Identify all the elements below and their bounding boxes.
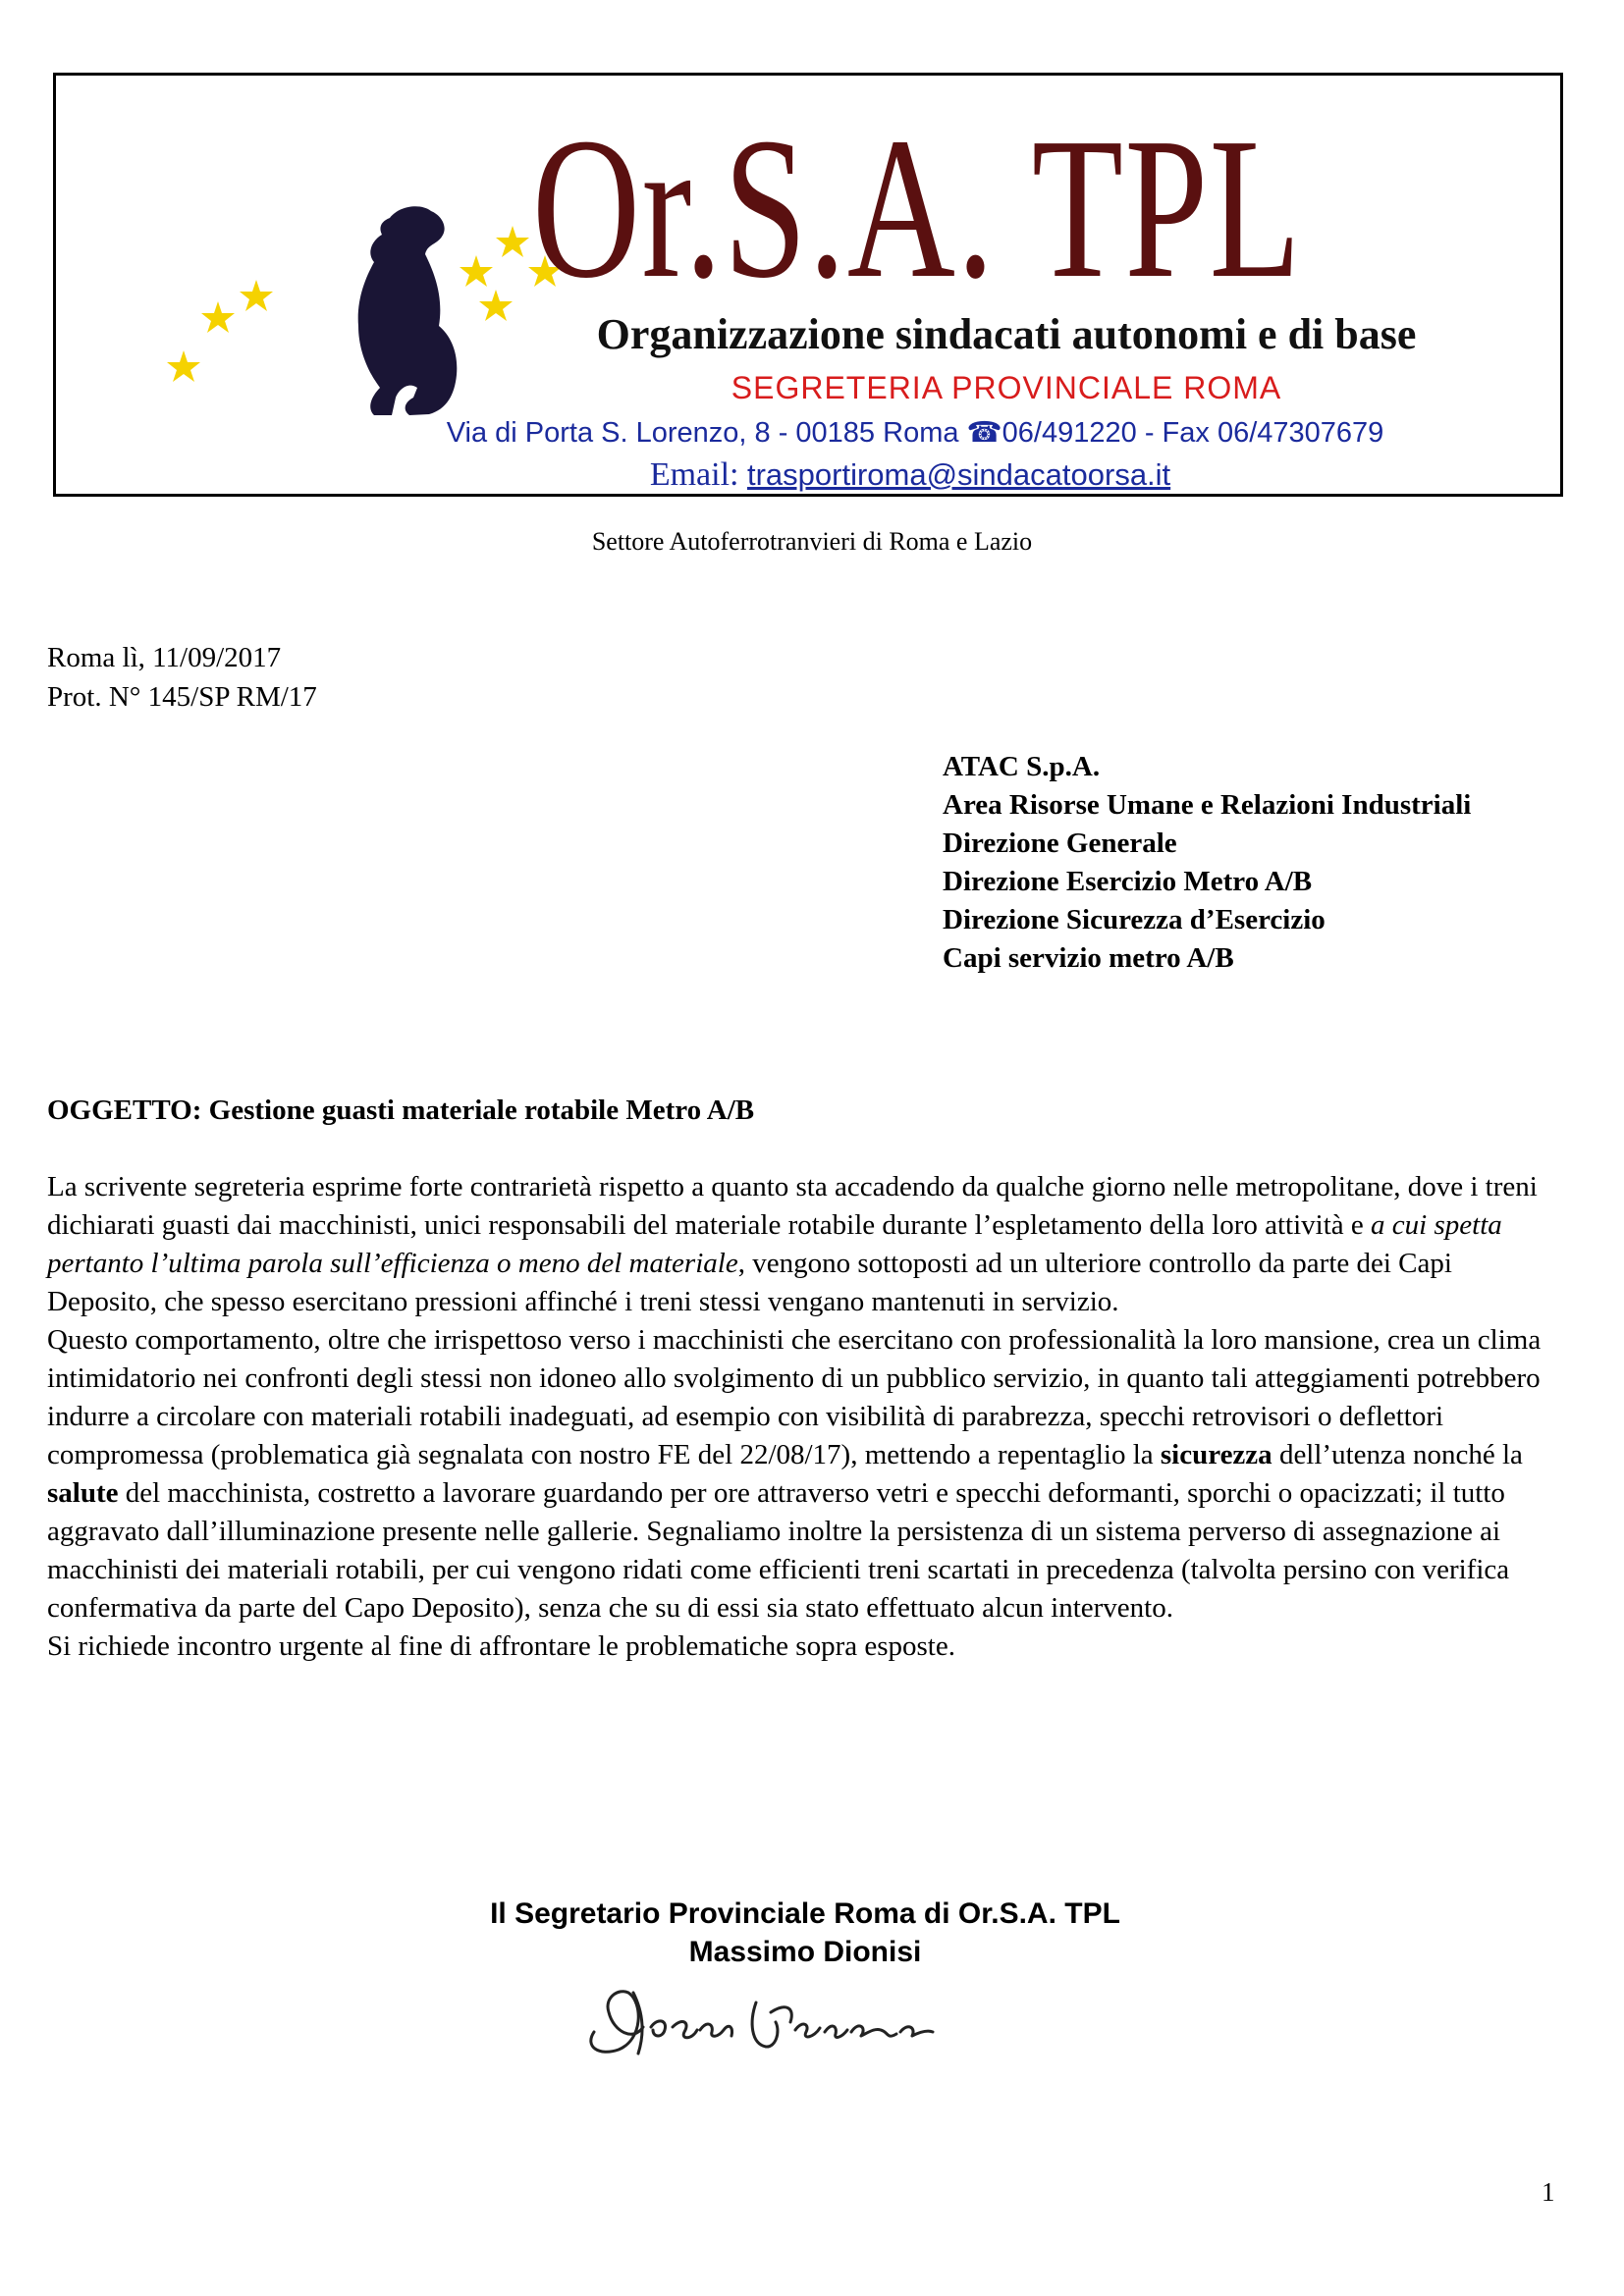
subject-line: OGGETTO: Gestione guasti materiale rotabile Metro A/B — [47, 1095, 755, 1126]
recipient-line: Direzione Generale — [943, 828, 1177, 859]
bear-logo-icon — [164, 125, 586, 419]
recipient-line: Direzione Sicurezza d’Esercizio — [943, 904, 1326, 935]
email-label: Email: — [649, 456, 739, 493]
page-number: 1 — [1542, 2177, 1555, 2207]
date-block — [47, 638, 317, 717]
letterhead — [53, 73, 1563, 497]
body-bold: sicurezza — [1160, 1439, 1272, 1470]
brand-text: Or.S.A. TPL — [532, 95, 1303, 320]
address-text: Via di Porta S. Lorenzo, 8 - 00185 Roma — [446, 417, 959, 449]
fax-label: Fax — [1162, 417, 1210, 449]
body-text: dell’utenza nonché la — [1272, 1439, 1523, 1470]
recipient-line: Area Risorse Umane e Relazioni Industriali — [943, 789, 1472, 821]
segreteria-label: SEGRETERIA PROVINCIALE ROMA — [731, 370, 1282, 405]
letter-body — [47, 1168, 1549, 1666]
body-text: La scrivente segreteria esprime forte contrarietà rispetto a quanto sta accadendo da qualche giorno nelle metropolitane, dove i treni dichiarati guasti dai macchinisti, unici responsabili del materiale rotabile durante l’espletamento della loro attività e — [47, 1171, 1538, 1241]
recipients-block — [943, 748, 1471, 978]
date-line: Roma lì, 11/09/2017 — [47, 642, 282, 673]
body-paragraph-3: Si richiede incontro urgente al fine di affrontare le problematiche sopra esposte. — [47, 1630, 955, 1662]
bear-silhouette — [358, 206, 458, 415]
body-text: del macchinista, costretto a lavorare guardando per ore attraverso vetri e specchi deformanti, sporchi o opacizzati; il tutto aggravato dall’illuminazione presente nelle gallerie. Segnaliamo inoltre la persistenza di un sistema perverso di assegnazione ai macchinisti dei materiali rotabili, per cui vengono ridati come efficienti treni scartati in precedenza (talvolta persino con verifica confermativa da parte del Capo Deposito), senza che su di essi sia stato effettuato alcun intervento. — [47, 1477, 1510, 1624]
signatory-title: Il Segretario Provinciale Roma di Or.S.A. TPL — [490, 1897, 1120, 1930]
org-name: Organizzazione sindacati autonomi e di base — [596, 310, 1417, 358]
sector-line: Settore Autoferrotranvieri di Roma e Lazio — [591, 527, 1033, 556]
recipient-line: ATAC S.p.A. — [943, 751, 1101, 782]
body-italic: a cui spetta pertanto l’ultima parola sull’efficienza o meno del materiale — [47, 1209, 1502, 1279]
handwritten-signature — [574, 1973, 1006, 2076]
recipient-line: Direzione Esercizio Metro A/B — [943, 866, 1313, 897]
body-text: Questo comportamento, oltre che irrispettoso verso i macchinisti che esercitano con professionalità la loro mansione, crea un clima intimidatorio nei confronti degli stessi non idoneo allo svolgimento di un pubblico servizio, in quanto tali atteggiamenti potrebbero indurre a circolare con materiali rotabili inadeguati, ad esempio con visibilità di parabrezza, specchi retrovisori o deflettori compromessa (problematica già segnalata con nostro FE del 22/08/17), mettendo a repentaglio la — [47, 1324, 1542, 1470]
signatory-name: Massimo Dionisi — [688, 1936, 922, 1968]
body-text: , vengono sottoposti ad un ulteriore controllo da parte dei Capi Deposito, che spesso esercitano pressioni affinché i treni stessi vengano mantenuti in servizio. — [47, 1248, 1452, 1317]
body-bold: salute — [47, 1477, 119, 1509]
brand-logotype — [532, 95, 1514, 320]
fax-number: 06/47307679 — [1217, 417, 1384, 449]
email-line — [517, 456, 1303, 494]
protocol-line: Prot. N° 145/SP RM/17 — [47, 681, 317, 713]
phone-number: 06/491220 — [1001, 417, 1137, 449]
address-line: Via di Porta S. Lorenzo, 8 - 00185 Roma ☎06/491220 - Fax 06/47307679 — [446, 417, 1384, 449]
recipient-line: Capi servizio metro A/B — [943, 942, 1234, 974]
body-paragraph-1 — [47, 1168, 1549, 1321]
body-paragraph-2 — [47, 1321, 1549, 1628]
email-link[interactable]: trasportiroma@sindacatoorsa.it — [746, 457, 1171, 492]
phone-icon: ☎ — [966, 417, 1002, 449]
